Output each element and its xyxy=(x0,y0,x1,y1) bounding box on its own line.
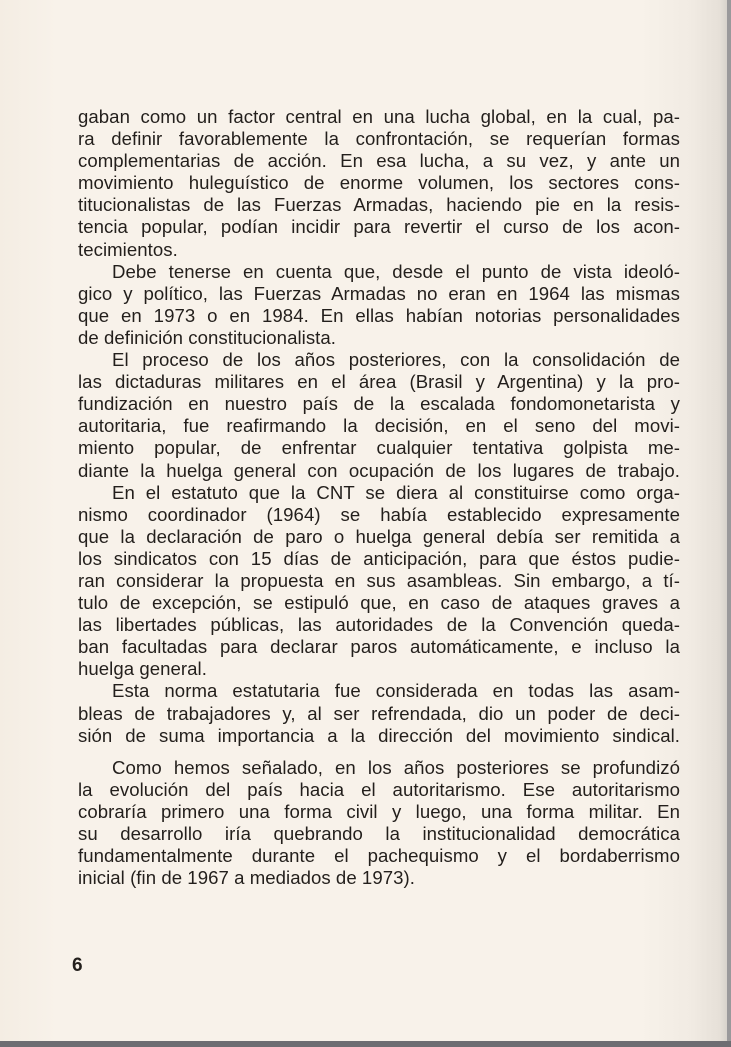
paragraph-2 xyxy=(78,261,680,349)
text-line: los sindicatos con 15 días de anticipación, para que éstos pudie- xyxy=(78,547,680,569)
text-line: En el estatuto que la CNT se diera al constituirse como orga- xyxy=(112,481,680,503)
text-line: las libertades públicas, las autoridades de la Convención queda- xyxy=(78,614,680,636)
text-line: miento popular, de enfrentar cualquier tentativa golpista me- xyxy=(78,437,680,459)
page-number: 6 xyxy=(72,955,83,976)
text-line: titucionalistas de las Fuerzas Armadas, haciendo pie en la resis- xyxy=(78,194,680,216)
text-line: ra definir favorablemente la confrontación, se requerían formas xyxy=(78,128,680,150)
text-line: su desarrollo iría quebrando la institucionalidad democrática xyxy=(78,823,680,844)
text-line: Esta norma estatutaria fue considerada en todas las asam- xyxy=(112,680,680,702)
text-line: gico y político, las Fuerzas Armadas no eran en 1964 las mismas xyxy=(78,282,680,304)
paragraph-4 xyxy=(78,482,680,681)
scan-edge-right xyxy=(727,0,731,1047)
text-line: fundización en nuestro país de la escalada fondomonetarista y xyxy=(78,393,680,415)
text-line: inicial (fin de 1967 a mediados de 1973). xyxy=(78,867,415,889)
text-line: complementarias de acción. En esa lucha, a su vez, y ante un xyxy=(78,150,680,172)
text-line: bleas de trabajadores y, al ser refrendada, dio un poder de deci- xyxy=(78,702,680,724)
text-line: gaban como un factor central en una lucha global, en la cual, pa- xyxy=(78,106,680,127)
text-line: fundamentalmente durante el pachequismo y el bordaberrismo xyxy=(78,845,680,867)
text-line: que la declaración de paro o huelga general debía ser remitida a xyxy=(78,525,680,547)
text-line: autoritaria, fue reafirmando la decisión, en el seno del movi- xyxy=(78,415,680,437)
text-line: ban facultadas para declarar paros automáticamente, e incluso la xyxy=(78,636,680,658)
text-line: ran considerar la propuesta en sus asambleas. Sin embargo, a tí- xyxy=(78,569,680,591)
text-line: tulo de excepción, se estipuló que, en caso de ataques graves a xyxy=(78,592,680,614)
paragraph-6 xyxy=(78,757,680,890)
text-line: de definición constitucionalista. xyxy=(78,326,336,348)
text-line: la evolución del país hacia el autoritarismo. Ese autoritarismo xyxy=(78,778,680,800)
text-line: huelga general. xyxy=(78,658,207,680)
text-line: que en 1973 o en 1984. En ellas habían notorias personalidades xyxy=(78,304,680,326)
paragraph-3 xyxy=(78,349,680,482)
text-line: tencia popular, podían incidir para revertir el curso de los acon- xyxy=(78,216,680,238)
text-line: sión de suma importancia a la dirección del movimiento sindical. xyxy=(78,724,680,746)
body-text xyxy=(78,106,680,889)
text-line: Como hemos señalado, en los años posteriores se profundizó xyxy=(112,756,680,778)
scan-edge-bottom xyxy=(0,1041,731,1047)
text-line: nismo coordinador (1964) se había establecido expresamente xyxy=(78,503,680,525)
text-line: diante la huelga general con ocupación de los lugares de trabajo. xyxy=(78,459,680,481)
text-line: movimiento huleguístico de enorme volumen, los sectores cons- xyxy=(78,172,680,194)
text-line: Debe tenerse en cuenta que, desde el punto de vista ideoló- xyxy=(112,260,680,282)
text-line: tecimientos. xyxy=(78,238,178,260)
paragraph-1 xyxy=(78,106,680,261)
paragraph-5 xyxy=(78,680,680,746)
text-line: las dictaduras militares en el área (Brasil y Argentina) y la pro- xyxy=(78,371,680,393)
text-line: cobraría primero una forma civil y luego, una forma militar. En xyxy=(78,800,680,822)
text-line: El proceso de los años posteriores, con la consolidación de xyxy=(112,349,680,371)
